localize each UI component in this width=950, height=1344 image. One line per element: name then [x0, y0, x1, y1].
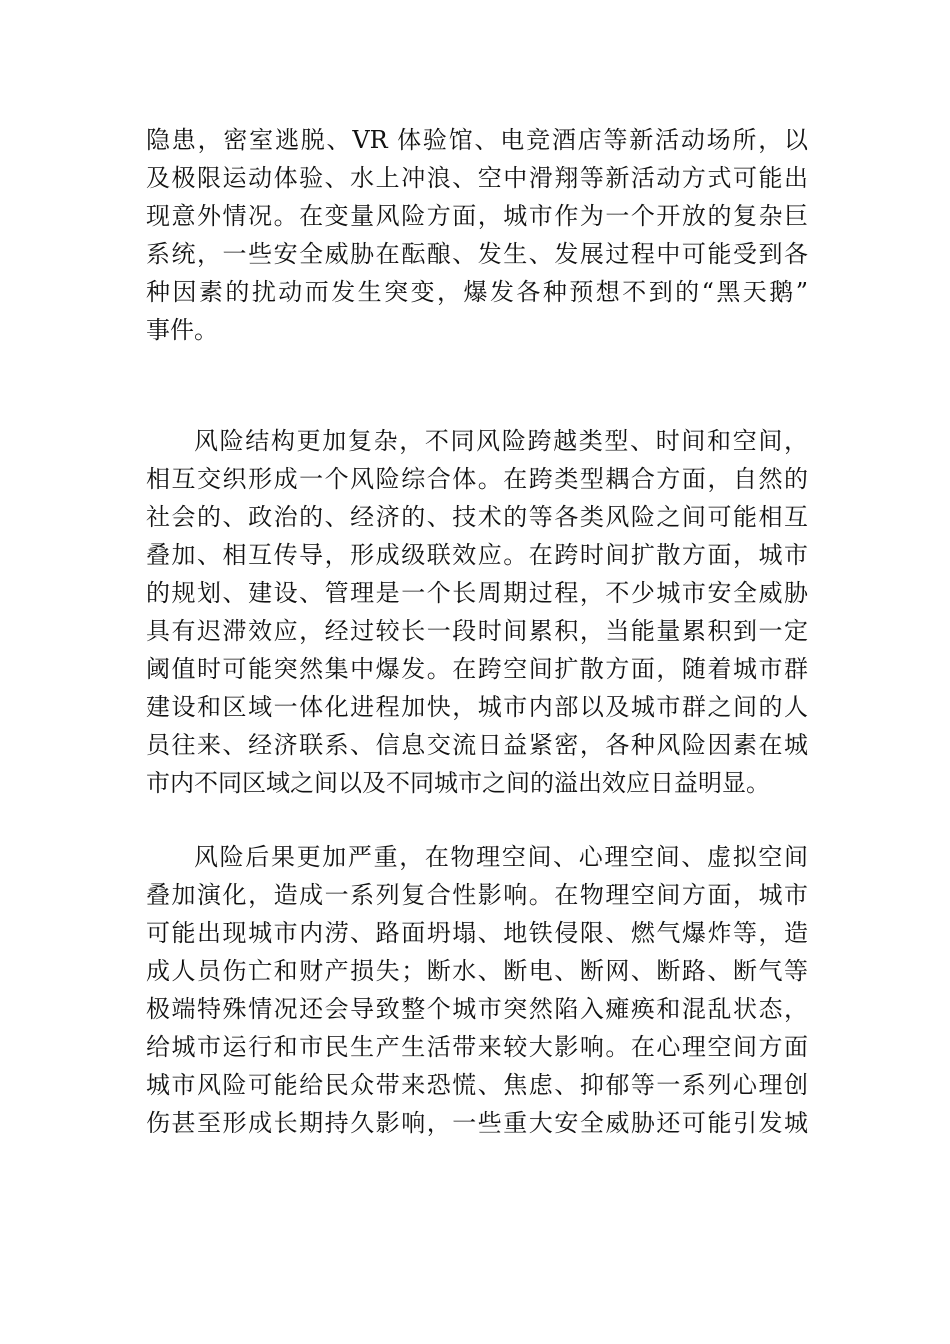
paragraph-risk-structure: [146, 422, 808, 802]
text-line: 阈值时可能突然集中爆发。在跨空间扩散方面，随着城市群: [146, 655, 808, 683]
paragraph-continuation: [146, 121, 808, 349]
text-line: 的规划、建设、管理是一个长周期过程，不少城市安全威胁: [146, 579, 808, 607]
text-line: 事件。: [146, 316, 218, 344]
text-line: 具有迟滞效应，经过较长一段时间累积，当能量累积到一定: [146, 617, 808, 645]
text-line: 系统，一些安全威胁在酝酿、发生、发展过程中可能受到各: [146, 240, 808, 268]
text-line: 极端特殊情况还会导致整个城市突然陷入瘫痪和混乱状态，: [146, 995, 808, 1023]
text-line: 隐患，密室逃脱、VR 体验馆、电竞酒店等新活动场所，以: [146, 126, 808, 154]
text-line: 风险后果更加严重，在物理空间、心理空间、虚拟空间: [194, 843, 808, 871]
text-line: 叠加演化，造成一系列复合性影响。在物理空间方面，城市: [146, 881, 808, 909]
text-line: 建设和区域一体化进程加快，城市内部以及城市群之间的人: [146, 693, 808, 721]
text-line: 相互交织形成一个风险综合体。在跨类型耦合方面，自然的: [146, 465, 808, 493]
text-line: 可能出现城市内涝、路面坍塌、地铁侵限、燃气爆炸等，造: [146, 919, 808, 947]
text-line: 伤甚至形成长期持久影响，一些重大安全威胁还可能引发城: [146, 1109, 808, 1137]
text-line: 风险结构更加复杂，不同风险跨越类型、时间和空间，: [194, 427, 808, 455]
text-line: 及极限运动体验、水上冲浪、空中滑翔等新活动方式可能出: [146, 164, 808, 192]
text-line: 现意外情况。在变量风险方面，城市作为一个开放的复杂巨: [146, 202, 808, 230]
text-line: 市内不同区域之间以及不同城市之间的溢出效应日益明显。: [146, 769, 770, 797]
text-line: 社会的、政治的、经济的、技术的等各类风险之间可能相互: [146, 503, 808, 531]
text-line: 员往来、经济联系、信息交流日益紧密，各种风险因素在城: [146, 731, 808, 759]
text-line: 城市风险可能给民众带来恐慌、焦虑、抑郁等一系列心理创: [146, 1071, 808, 1099]
text-line: 成人员伤亡和财产损失；断水、断电、断网、断路、断气等: [146, 957, 808, 985]
paragraph-risk-consequences: [146, 838, 808, 1142]
text-line: 给城市运行和市民生产生活带来较大影响。在心理空间方面: [146, 1033, 808, 1061]
text-line: 叠加、相互传导，形成级联效应。在跨时间扩散方面，城市: [146, 541, 808, 569]
text-line: 种因素的扰动而发生突变，爆发各种预想不到的“黑天鹅”: [146, 278, 808, 306]
